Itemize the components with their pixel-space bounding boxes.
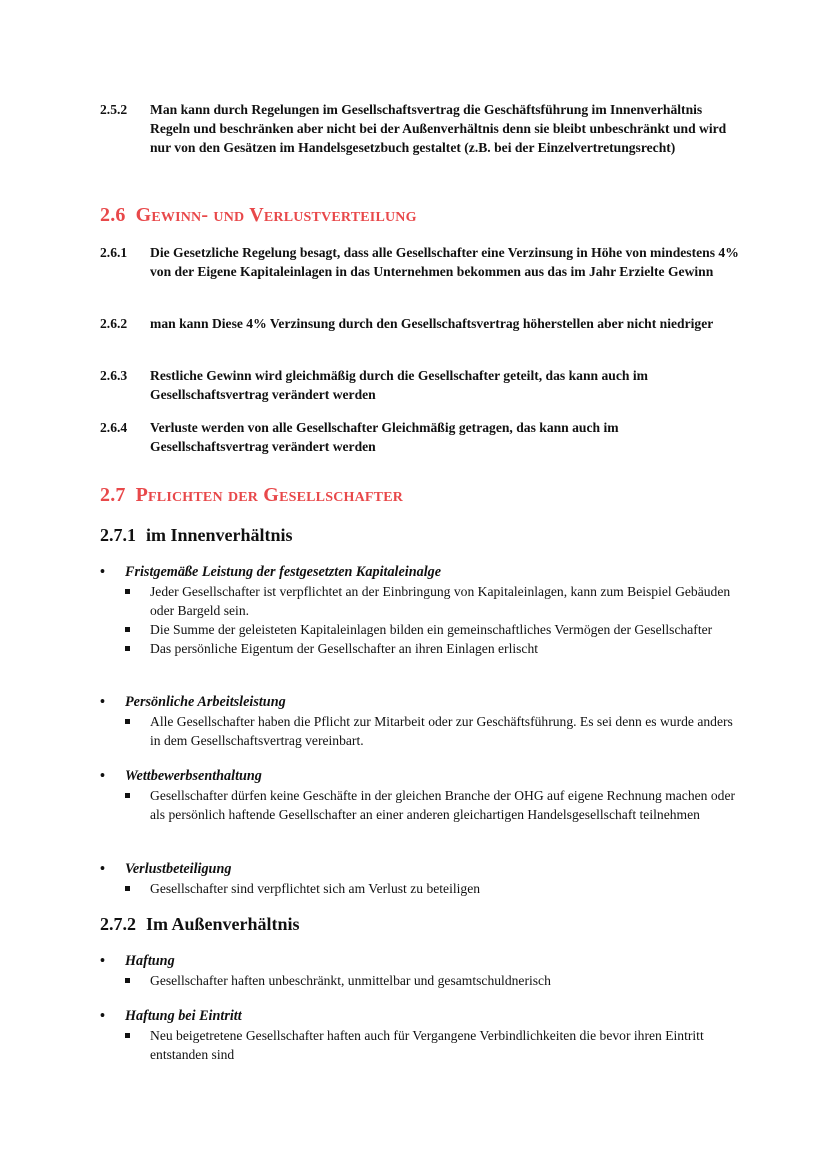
paragraph-2-6-1	[100, 243, 740, 281]
paragraph-2-5-2	[100, 100, 740, 157]
list-item: Gesellschafter sind verpflichtet sich am Verlust zu beteiligen	[125, 879, 740, 898]
list-item: Jeder Gesellschafter ist verpflichtet an der Einbringung von Kapitaleinlagen, kann zum Beispiel Gebäuden oder Bargeld sein.	[125, 582, 740, 620]
square-bullet-icon	[125, 1033, 130, 1038]
paragraph-text: man kann Diese 4% Verzinsung durch den Gesellschaftsvertrag höherstellen aber nicht niedriger	[150, 316, 714, 331]
bullet-group-kapitaleinlage	[100, 562, 740, 658]
bullet-dot-icon: •	[100, 1008, 105, 1024]
bullet-dot-icon: •	[100, 694, 105, 710]
heading-number: 2.7	[100, 484, 126, 506]
paragraph-text: Die Gesetzliche Regelung besagt, dass alle Gesellschafter eine Verzinsung in Höhe von mindestens 4% von der Eigene Kapitaleinlagen in das Unternehmen bekommen aus das im Jahr Erzielte Gewinn	[150, 245, 739, 279]
list-item: Das persönliche Eigentum der Gesellschafter an ihren Einlagen erlischt	[125, 639, 740, 658]
heading-number: 2.7.1	[100, 525, 136, 545]
bullet-group-haftung	[100, 951, 740, 990]
bullet-dot-icon: •	[100, 861, 105, 877]
bullet-heading: • Verlustbeteiligung	[100, 861, 232, 877]
paragraph-number: 2.6.2	[100, 316, 128, 331]
bullet-dot-icon: •	[100, 953, 105, 969]
heading-2-7-1	[100, 524, 293, 546]
paragraph-2-6-2	[100, 314, 740, 333]
bullet-heading: • Fristgemäße Leistung der festgesetzten Kapitaleinalge	[100, 564, 442, 580]
list-item: Die Summe der geleisteten Kapitaleinlagen bilden ein gemeinschaftliches Vermögen der Gesellschafter	[125, 620, 740, 639]
heading-2-6	[100, 203, 417, 227]
bullet-group-wettbewerbsenthaltung	[100, 766, 740, 824]
paragraph-text: Restliche Gewinn wird gleichmäßig durch die Gesellschafter geteilt, das kann auch im Gesellschaftsvertrag verändert werden	[150, 368, 648, 402]
paragraph-number: 2.6.1	[100, 245, 128, 260]
square-bullet-icon	[125, 793, 130, 798]
square-bullet-icon	[125, 978, 130, 983]
list-item: Gesellschafter haften unbeschränkt, unmittelbar und gesamtschuldnerisch	[125, 971, 740, 990]
paragraph-text: Man kann durch Regelungen im Gesellschaftsvertrag die Geschäftsführung im Innenverhältnis Regeln und beschränken aber nicht bei der Außenverhältnis denn sie bleibt unbeschränkt und wird nur von den Gesätzen im Handelsgesetzbuch gestaltet (z.B. bei der Einzelvertretungsrecht)	[150, 102, 727, 155]
heading-2-7-2	[100, 913, 300, 935]
list-item: Gesellschafter dürfen keine Geschäfte in der gleichen Branche der OHG auf eigene Rechnung machen oder als persönlich haftende Gesellschafter an einer anderen gleichartigen Handelsgesellschaft teilnehmen	[125, 786, 740, 824]
heading-title: im Innenverhältnis	[146, 525, 293, 545]
bullet-heading: • Persönliche Arbeitsleistung	[100, 694, 286, 710]
paragraph-number: 2.6.4	[100, 420, 128, 435]
bullet-group-haftung-bei-eintritt	[100, 1006, 740, 1064]
paragraph-2-6-4	[100, 418, 740, 456]
heading-title: Pflichten der Gesellschafter	[135, 484, 404, 506]
bullet-group-arbeitsleistung	[100, 692, 740, 750]
paragraph-number: 2.6.3	[100, 368, 128, 383]
bullet-heading: • Wettbewerbsenthaltung	[100, 768, 262, 784]
square-bullet-icon	[125, 627, 130, 632]
bullet-heading: • Haftung bei Eintritt	[100, 1008, 242, 1024]
heading-title: Im Außenverhältnis	[146, 914, 300, 934]
square-bullet-icon	[125, 646, 130, 651]
bullet-group-verlustbeteiligung	[100, 859, 740, 898]
heading-2-7	[100, 483, 403, 507]
paragraph-number: 2.5.2	[100, 102, 128, 117]
paragraph-text: Verluste werden von alle Gesellschafter Gleichmäßig getragen, das kann auch im Gesellschaftsvertrag verändert werden	[150, 420, 619, 454]
list-item: Neu beigetretene Gesellschafter haften auch für Vergangene Verbindlichkeiten die bevor ihren Eintritt entstanden sind	[125, 1026, 740, 1064]
square-bullet-icon	[125, 719, 130, 724]
heading-number: 2.6	[100, 204, 126, 226]
bullet-dot-icon: •	[100, 564, 105, 580]
bullet-heading: • Haftung	[100, 953, 175, 969]
paragraph-2-6-3	[100, 366, 740, 404]
list-item: Alle Gesellschafter haben die Pflicht zur Mitarbeit oder zur Geschäftsführung. Es sei denn es wurde anders in dem Gesellschaftsvertrag vereinbart.	[125, 712, 740, 750]
heading-number: 2.7.2	[100, 914, 136, 934]
bullet-dot-icon: •	[100, 768, 105, 784]
square-bullet-icon	[125, 589, 130, 594]
square-bullet-icon	[125, 886, 130, 891]
heading-title: Gewinn- und Verlustverteilung	[135, 204, 417, 226]
